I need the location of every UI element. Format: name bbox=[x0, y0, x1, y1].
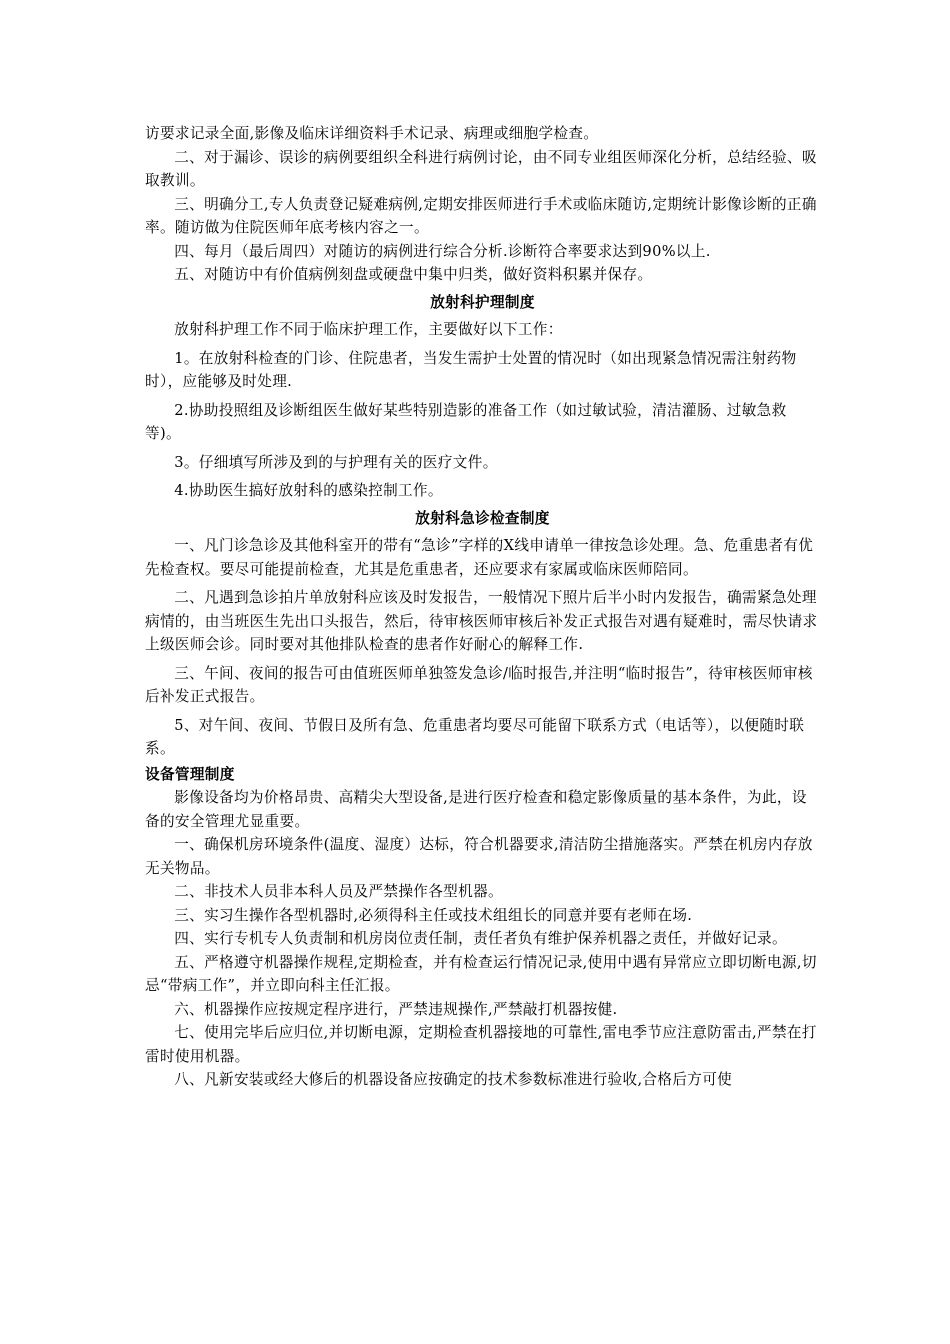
paragraph: 二、凡遇到急诊拍片单放射科应该及时发报告，一般情况下照片后半小时内发报告，确需紧急处理病情的，由当班医生先出口头报告，然后，待审核医师审核后补发正式报告对遇有疑难时，需尽快请求上级医师会诊。同时要对其他排队检查的患者作好耐心的解释工作. bbox=[145, 589, 818, 653]
paragraph: 三、午间、夜间的报告可由值班医师单独签发急诊/临时报告,并注明“临时报告”，待审核医师审核后补发正式报告。 bbox=[145, 664, 813, 705]
list-item: 2.协助投照组及诊断组医生做好某些特别造影的准备工作（如过敏试验，清洁灌肠、过敏急救等)。 bbox=[145, 401, 787, 442]
paragraph: 二、对于漏诊、误诊的病例要组织全科进行病例讨论，由不同专业组医师深化分析，总结经验、吸取教训。 bbox=[145, 148, 817, 189]
paragraph: 五、对随访中有价值病例刻盘或硬盘中集中归类，做好资料积累并保存。 bbox=[174, 266, 653, 283]
paragraph: 六、机器操作应按规定程序进行，严禁违规操作,严禁敲打机器按健. bbox=[174, 1000, 618, 1018]
paragraph: 访要求记录全面,影像及临床详细资料手术记录、病理或细胞学检查。 bbox=[145, 125, 599, 142]
paragraph: 5、对午间、夜间、节假日及所有急、危重患者均要尽可能留下联系方式（电话等），以便随时联系。 bbox=[145, 716, 805, 757]
paragraph: 八、凡新安装或经大修后的机器设备应按确定的技术参数标准进行验收,合格后方可使 bbox=[174, 1071, 733, 1088]
document-body bbox=[145, 122, 820, 1092]
paragraph: 二、非技术人员非本科人员及严禁操作各型机器。 bbox=[174, 883, 503, 900]
paragraph: 四、实行专机专人负责制和机房岗位责任制，责任者负有维护保养机器之责任，并做好记录。 bbox=[174, 930, 787, 947]
section-heading: 设备管理制度 bbox=[145, 765, 235, 783]
paragraph: 影像设备均为价格昂贵、高精尖大型设备,是进行医疗检查和稳定影像质量的基本条件，为此，设备的安全管理尤显重要。 bbox=[145, 789, 807, 830]
paragraph: 一、凡门诊急诊及其他科室开的带有“急诊”字样的X线申请单一律按急诊处理。急、危重患者有优先检查权。要尽可能提前检查，尤其是危重患者，还应要求有家属或临床医师陪同。 bbox=[145, 537, 814, 578]
list-item: 1。在放射科检查的门诊、住院患者，当发生需护士处置的情况时（如出现紧急情况需注射药物时），应能够及时处理. bbox=[145, 349, 797, 390]
list-item: 4.协助医生搞好放射科的感染控制工作。 bbox=[174, 482, 443, 499]
section-heading: 放射科急诊检查制度 bbox=[415, 509, 550, 527]
paragraph: 放射科护理工作不同于临床护理工作，主要做好以下工作： bbox=[174, 321, 563, 338]
paragraph: 四、每月（最后周四）对随访的病例进行综合分析.诊断符合率要求达到90%以上. bbox=[174, 242, 711, 260]
section-heading: 放射科护理制度 bbox=[430, 293, 535, 311]
paragraph: 五、严格遵守机器操作规程,定期检查，并有检查运行情况记录,使用中遇有异常应立即切断电源,切忌“带病工作”，并立即向科主任汇报。 bbox=[145, 953, 817, 994]
paragraph: 三、实习生操作各型机器时,必须得科主任或技术组组长的同意并要有老师在场. bbox=[174, 906, 693, 924]
paragraph: 七、使用完毕后应归位,并切断电源，定期检查机器接地的可靠性,雷电季节应注意防雷击,严禁在打雷时使用机器。 bbox=[145, 1024, 817, 1065]
paragraph: 三、明确分工,专人负责登记疑难病例,定期安排医师进行手术或临床随访,定期统计影像诊断的正确率。随访做为住院医师年底考核内容之一。 bbox=[145, 195, 817, 236]
list-item: 3。仔细填写所涉及到的与护理有关的医疗文件。 bbox=[174, 453, 498, 471]
paragraph: 一、确保机房环境条件(温度、湿度）达标，符合机器要求,清洁防尘措施落实。严禁在机房内存放无关物品。 bbox=[145, 836, 813, 877]
